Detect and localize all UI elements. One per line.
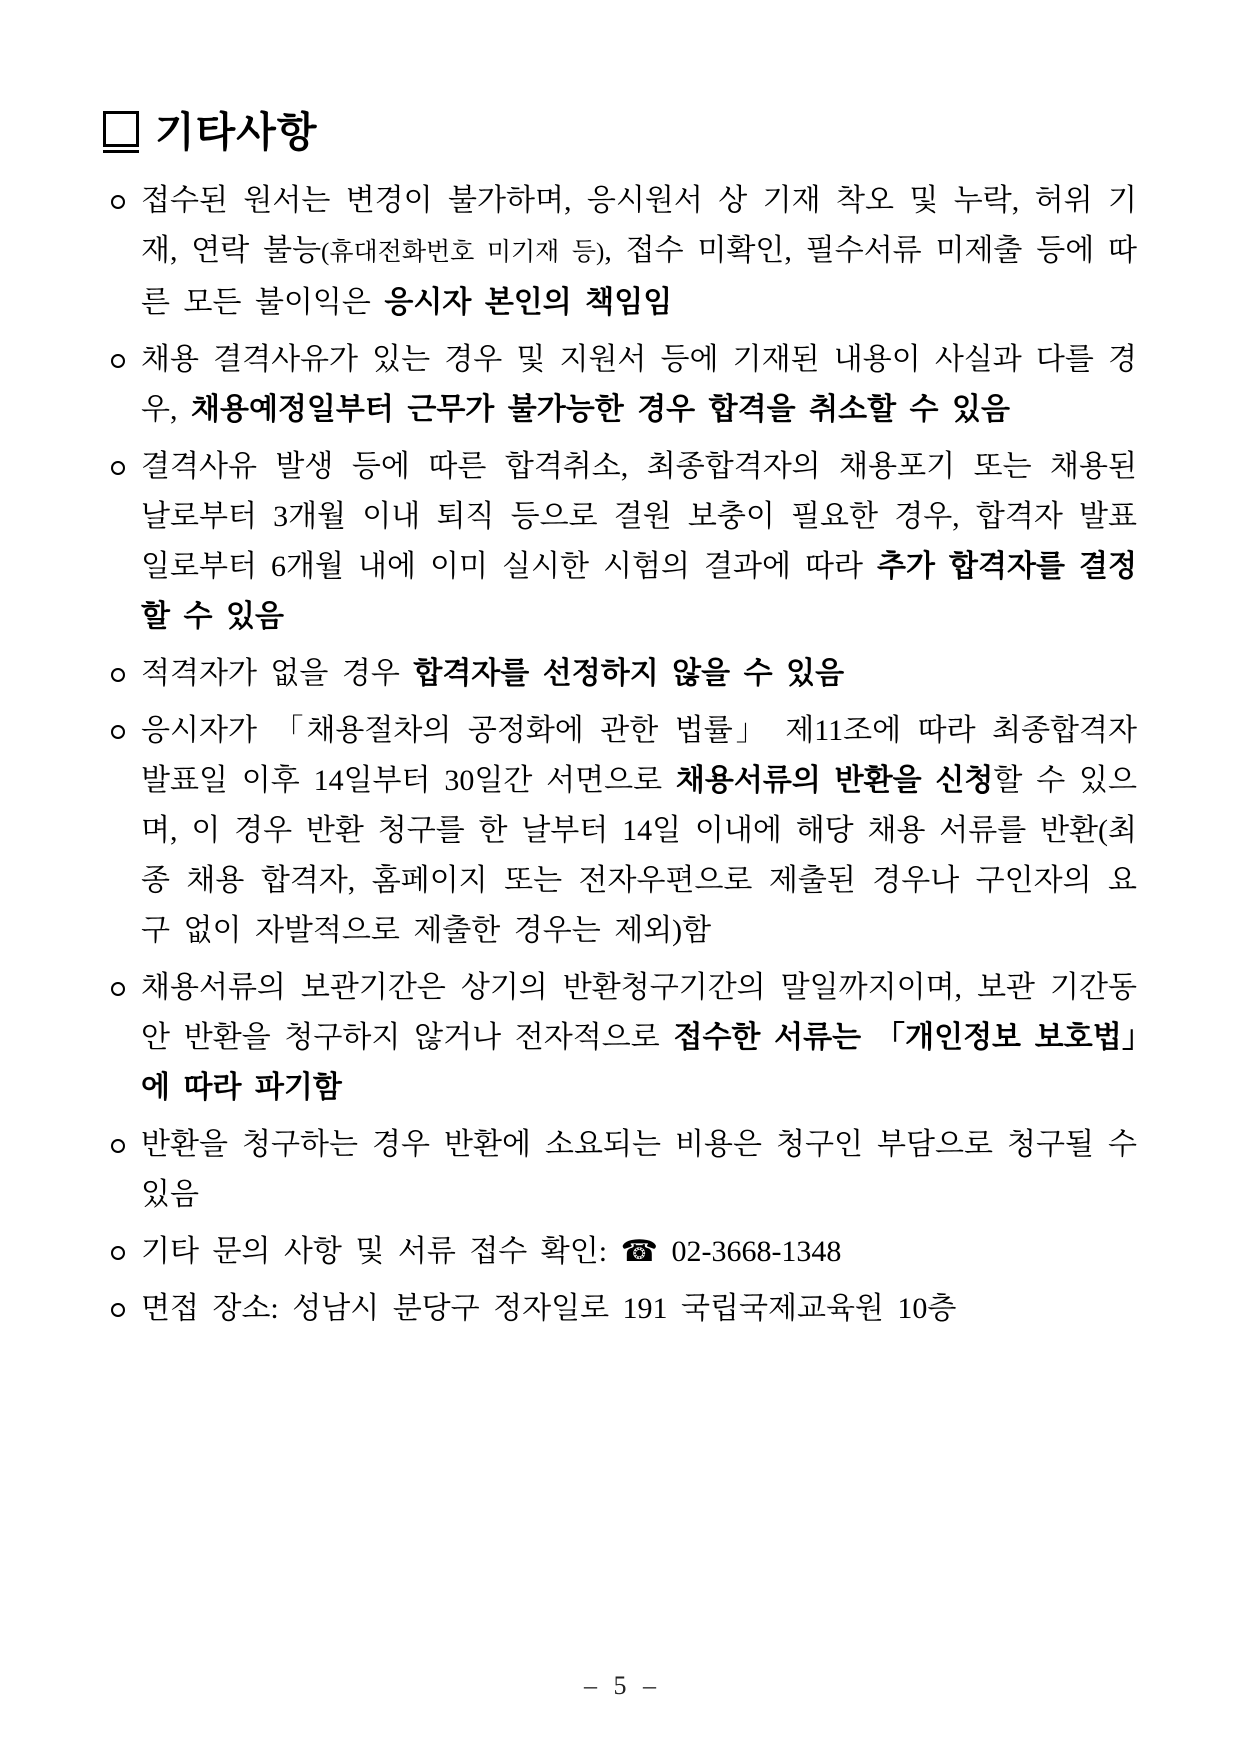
text-run: 02-3668-1348 [657, 1235, 842, 1268]
list-item [103, 176, 1137, 328]
circle-bullet-icon [111, 982, 125, 996]
text-run: 채용 결격사유가 있는 경우 및 지원서 등에 기재된 내용이 사실과 다를 경우, [141, 343, 1137, 426]
circle-bullet-icon [111, 461, 125, 475]
text-run: 접수된 원서는 변경이 불가하며, 응시원서 상 기재 착오 및 누락, 허위 기재, 연락 불능 [141, 184, 1137, 267]
list-item [103, 335, 1137, 435]
circle-bullet-icon [111, 1246, 125, 1260]
section-title: 기타사항 [155, 109, 318, 155]
text-run: 채용서류의 보관기간은 상기의 반환청구기간의 말일까지이며, 보관 기간동안 반환을 청구하지 않거나 전자적으로 [141, 971, 1137, 1054]
bullet-list [103, 176, 1137, 1334]
circle-bullet-icon [111, 668, 125, 682]
text-run: , 접수 미확인, 필수서류 미제출 등에 따른 모든 불이익은 [141, 234, 1137, 319]
list-item [103, 1227, 1137, 1277]
list-item [103, 1120, 1137, 1220]
text-run: 합격자를 선정하지 않을 수 있음 [413, 657, 845, 690]
phone-icon: ☎ [620, 1234, 658, 1269]
text-run: 기타 문의 사항 및 서류 접수 확인: [141, 1235, 621, 1268]
circle-bullet-icon [111, 725, 125, 739]
text-run: 채용서류의 반환을 신청 [675, 764, 994, 797]
list-item-text [141, 184, 1137, 319]
text-run: 접수한 서류는 「개인정보 보호법」에 따라 파기함 [141, 1021, 1137, 1104]
text-run: 결격사유 발생 등에 따른 합격취소, 최종합격자의 채용포기 또는 채용된 날로부터 3개월 이내 퇴직 등으로 결원 보충이 필요한 경우, 합격자 발표일로부터 6개월 내에 이미 실시한 시험의 결과에 따라 [141, 450, 1137, 583]
list-item-text [141, 1128, 1137, 1211]
text-run: 적격자가 없을 경우 [141, 657, 414, 690]
text-run: (휴대전화번호 미기재 등) [321, 239, 605, 266]
list-item-text [141, 1292, 956, 1325]
list-item-text [141, 1235, 841, 1268]
list-item-text [141, 450, 1137, 633]
text-run: 면접 장소: 성남시 분당구 정자일로 191 국립국제교육원 10층 [141, 1292, 957, 1325]
text-run: 응시자 본인의 책임임 [384, 286, 673, 319]
list-item [103, 649, 1137, 699]
square-bullet-icon [103, 111, 139, 147]
text-run: 응시자가 「채용절차의 공정화에 관한 법률」 제11조에 따라 최종합격자 발표일 이후 14일부터 30일간 서면으로 [141, 714, 1137, 797]
text-run: 채용예정일부터 근무가 불가능한 경우 합격을 취소할 수 있음 [190, 393, 1010, 426]
page-number: – 5 – [584, 1671, 656, 1700]
text-run: 반환을 청구하는 경우 반환에 소요되는 비용은 청구인 부담으로 청구될 수 있음 [141, 1128, 1137, 1211]
list-item [103, 442, 1137, 642]
circle-bullet-icon [111, 354, 125, 368]
circle-bullet-icon [111, 1139, 125, 1153]
list-item-text [141, 657, 844, 690]
section-heading [103, 106, 1137, 158]
page-content [103, 106, 1137, 1341]
circle-bullet-icon [111, 195, 125, 209]
text-run: 할 수 있으며, 이 경우 반환 청구를 한 날부터 14일 이내에 해당 채용 서류를 반환(최종 채용 합격자, 홈페이지 또는 전자우편으로 제출된 경우나 구인자의 요구 없이 자발적으로 제출한 경우는 제외)함 [141, 764, 1137, 947]
circle-bullet-icon [111, 1303, 125, 1317]
list-item [103, 963, 1137, 1113]
list-item [103, 1284, 1137, 1334]
list-item-text [141, 714, 1137, 947]
list-item-text [141, 343, 1137, 426]
text-run: 추가 합격자를 결정할 수 있음 [141, 550, 1137, 633]
list-item [103, 706, 1137, 956]
list-item-text [141, 971, 1137, 1104]
